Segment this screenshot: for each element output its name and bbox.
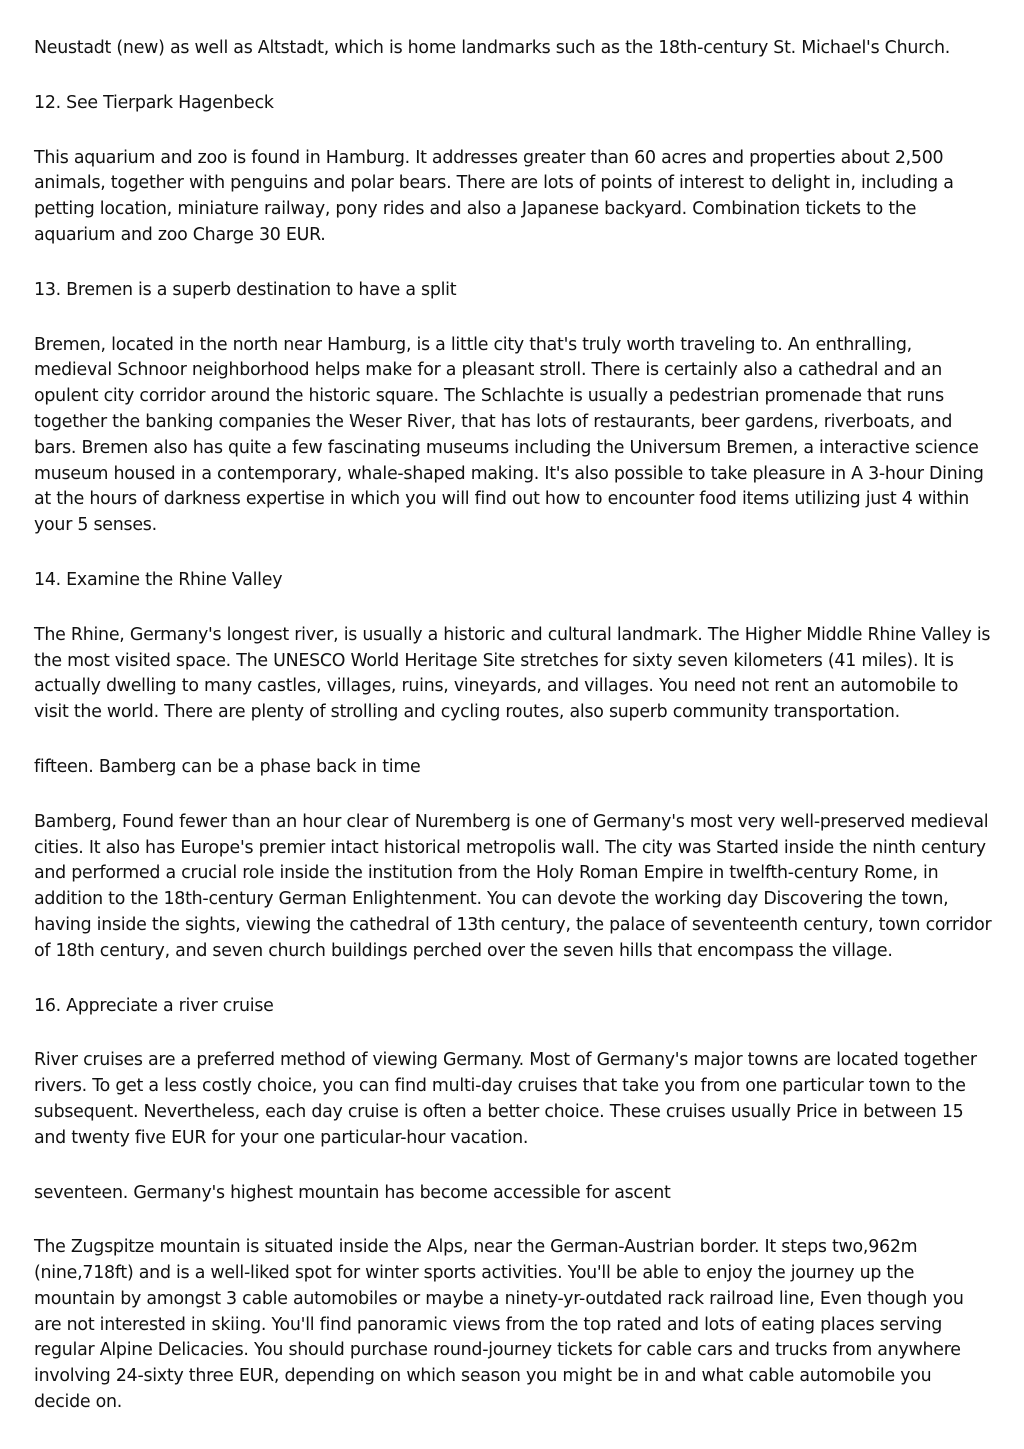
paragraph-rhine-valley: The Rhine, Germany's longest river, is usually a historic and cultural landmark. The Higher Middle Rhine Valley is the most visited space. The UNESCO World Heritage Site stretches for sixty seven kilometers (41 miles). It is actually dwelling to many castles, villages, ruins, vineyards, and villages. You need not rent an automobile to visit the world. There are plenty of strolling and cycling routes, also superb community transportation. (34, 624, 991, 723)
heading-river-cruise: 16. Appreciate a river cruise (34, 995, 274, 1016)
paragraph-bremen: Bremen, located in the north near Hamburg, is a little city that's truly worth traveling to. An enthralling, medieval Schnoor neighborhood helps make for a pleasant stroll. There is certainly also a cathedral and an opulent city corridor around the historic square. The Schlachte is usually a pedestrian promenade that runs together the banking companies the Weser River, that has lots of restaurants, beer gardens, riverboats, and bars. Bremen also has quite a few fascinating museums including the Universum Bremen, a interactive science museum housed in a contemporary, whale-shaped making. It's also possible to take pleasure in A 3-hour Dining at the hours of darkness expertise in which you will find out how to encounter food items utilizing just 4 within your 5 senses. (34, 334, 984, 536)
paragraph-river-cruise: River cruises are a preferred method of viewing Germany. Most of Germany's major towns are located together rivers. To get a less costly choice, you can find multi-day cruises that take you from one particular town to the subsequent. Nevertheless, each day cruise is often a better choice. These cruises usually Price in between 15 and twenty five EUR for your one particular-hour vacation. (34, 1050, 977, 1148)
paragraph-bamberg: Bamberg, Found fewer than an hour clear of Nuremberg is one of Germany's most very well-preserved medieval cities. It also has Europe's premier intact historical metropolis wall. The city was Started inside the ninth century and performed a crucial role inside the institution from the Holy Roman Empire in twelfth-century Rome, in addition to the 18th-century German Enlightenment. You can devote the working day Discovering the town, having inside the sights, viewing the cathedral of 13th century, the palace of seventeenth century, town corridor of 18th century, and seven church buildings perched over the seven hills that encompass the village. (34, 811, 992, 961)
heading-tierpark-hagenbeck: 12. See Tierpark Hagenbeck (34, 92, 274, 113)
heading-bamberg: fifteen. Bamberg can be a phase back in time (34, 756, 421, 777)
document-body (34, 36, 992, 1416)
heading-bremen: 13. Bremen is a superb destination to have a split (34, 279, 457, 300)
paragraph-zugspitze: The Zugspitze mountain is situated inside the Alps, near the German-Austrian border. It steps two,962m (nine,718ft) and is a well-liked spot for winter sports activities. You'll be able to enjoy the journey up the mountain by amongst 3 cable automobiles or maybe a ninety-yr-outdated rack railroad line, Even though you are not interested in skiing. You'll find panoramic views from the top rated and lots of eating places serving regular Alpine Delicacies. You should purchase round-journey tickets for cable cars and trucks from anywhere involving 24-sixty three EUR, depending on which season you might be in and what cable automobile you decide on. (34, 1237, 964, 1413)
paragraph-intro-continuation: Neustadt (new) as well as Altstadt, which is home landmarks such as the 18th-century St. Michael's Church. (34, 38, 950, 58)
paragraph-tierpark-hagenbeck: This aquarium and zoo is found in Hamburg. It addresses greater than 60 acres and properties about 2,500 animals, together with penguins and polar bears. There are lots of points of interest to delight in, including a petting location, miniature railway, pony rides and also a Japanese backyard. Combination tickets to the aquarium and zoo Charge 30 EUR. (34, 147, 954, 245)
heading-zugspitze: seventeen. Germany's highest mountain has become accessible for ascent (34, 1182, 671, 1203)
heading-rhine-valley: 14. Examine the Rhine Valley (34, 569, 283, 590)
